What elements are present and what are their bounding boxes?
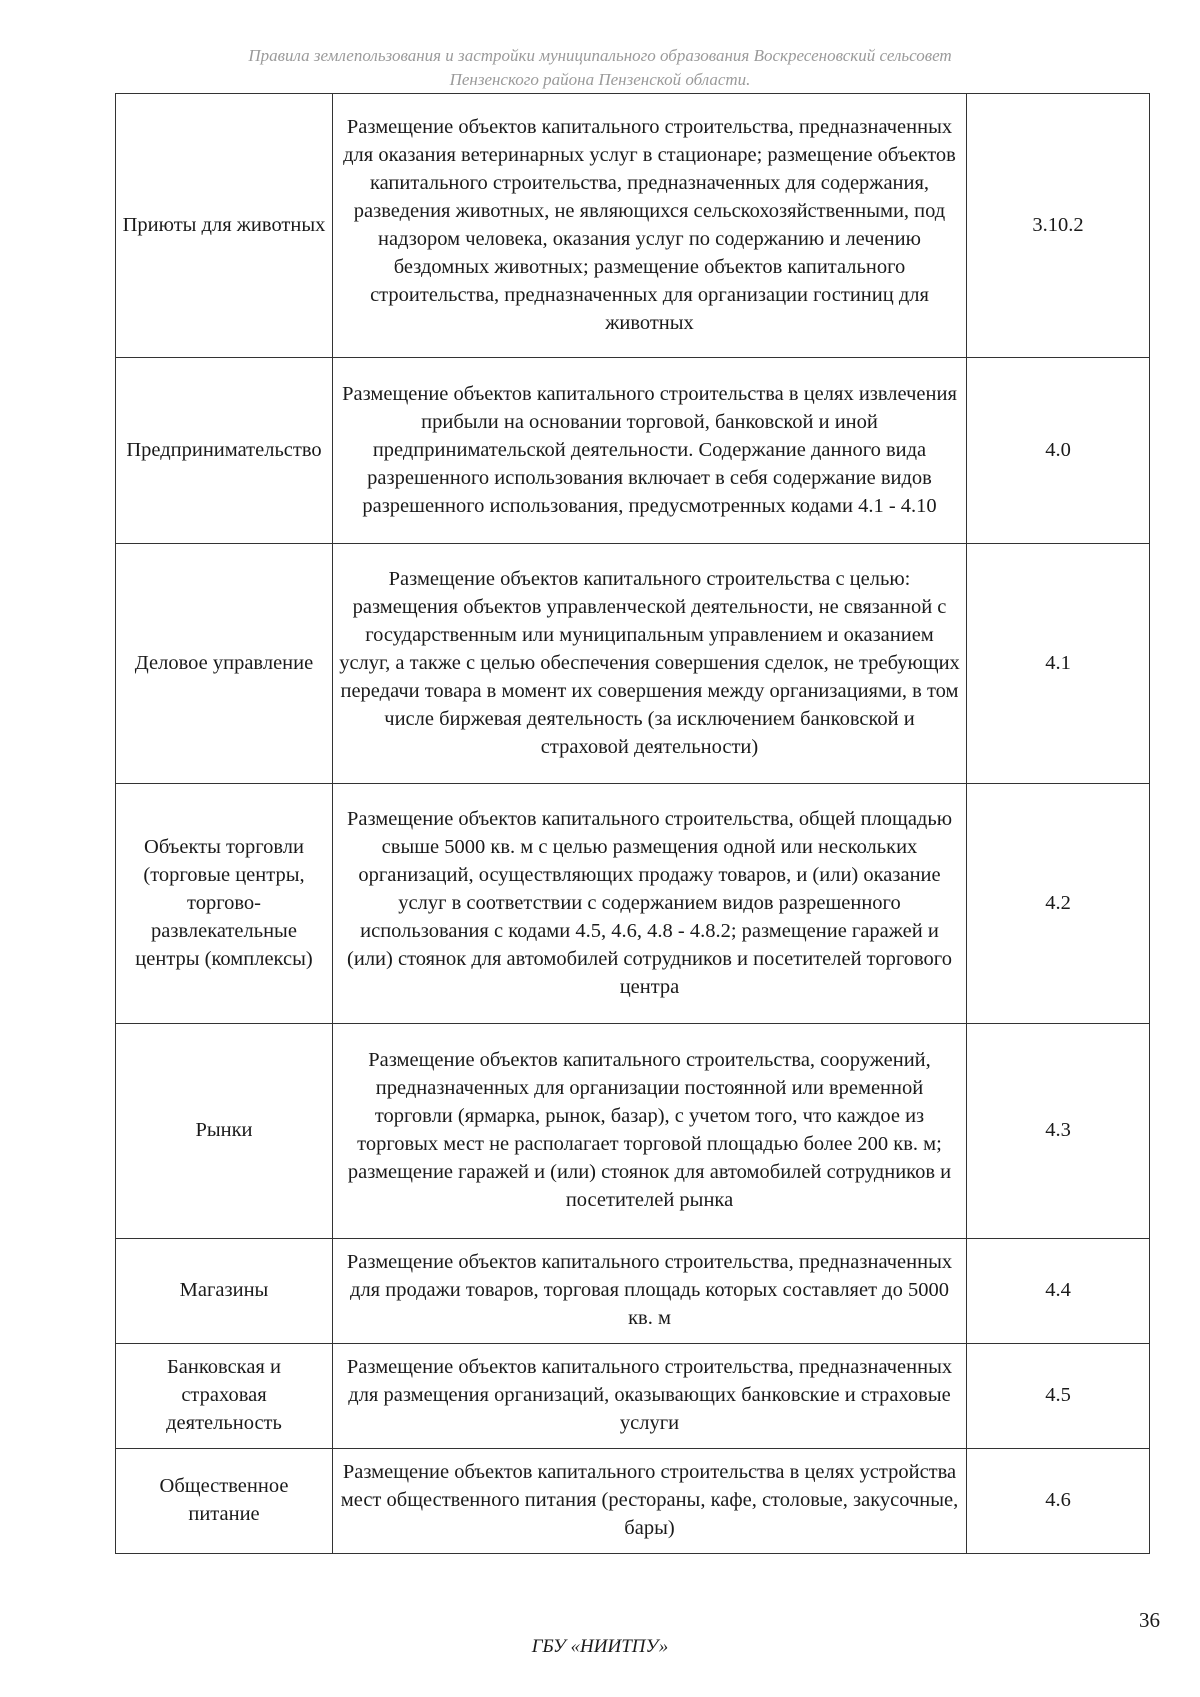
use-description-cell: Размещение объектов капитального строительства, предназначенных для размещения организаций, оказывающих банковские и страховые услуги bbox=[333, 1344, 967, 1449]
table-row bbox=[116, 1449, 1150, 1554]
running-header-line-2: Пензенского района Пензенской области. bbox=[449, 70, 751, 89]
table-row bbox=[116, 1239, 1150, 1344]
use-description-cell: Размещение объектов капитального строительства, предназначенных для продажи товаров, торговая площадь которых составляет до 5000 кв. м bbox=[333, 1239, 967, 1344]
table-row bbox=[116, 544, 1150, 784]
use-code-cell: 4.3 bbox=[967, 1024, 1150, 1239]
use-code-cell: 4.1 bbox=[967, 544, 1150, 784]
use-name-cell: Банковская и страховая деятельность bbox=[116, 1344, 333, 1449]
running-header-line-1: Правила землепользования и застройки муниципального образования Воскресеновский сельсовет bbox=[248, 46, 952, 65]
running-header bbox=[150, 44, 1050, 92]
use-description-cell: Размещение объектов капитального строительства в целях извлечения прибыли на основании торговой, банковской и иной предпринимательской деятельности. Содержание данного вида разрешенного использования включает в себя содержание видов разрешенного использования, предусмотренных кодами 4.1 - 4.10 bbox=[333, 358, 967, 544]
use-name-cell: Магазины bbox=[116, 1239, 333, 1344]
use-code-cell: 3.10.2 bbox=[967, 94, 1150, 358]
use-description-cell: Размещение объектов капитального строительства в целях устройства мест общественного питания (рестораны, кафе, столовые, закусочные, бары) bbox=[333, 1449, 967, 1554]
use-description-cell: Размещение объектов капитального строительства с целью: размещения объектов управленческой деятельности, не связанной с государственным или муниципальным управлением и оказанием услуг, а также с целью обеспечения совершения сделок, не требующих передачи товара в момент их совершения между организациями, в том числе биржевая деятельность (за исключением банковской и страховой деятельности) bbox=[333, 544, 967, 784]
use-description-cell: Размещение объектов капитального строительства, общей площадью свыше 5000 кв. м с целью размещения одной или нескольких организаций, осуществляющих продажу товаров, и (или) оказание услуг в соответствии с содержанием видов разрешенного использования с кодами 4.5, 4.6, 4.8 - 4.8.2; размещение гаражей и (или) стоянок для автомобилей сотрудников и посетителей торгового центра bbox=[333, 784, 967, 1024]
use-description-cell: Размещение объектов капитального строительства, предназначенных для оказания ветеринарных услуг в стационаре; размещение объектов капитального строительства, предназначенных для содержания, разведения животных, не являющихся сельскохозяйственными, под надзором человека, оказания услуг по содержанию и лечению бездомных животных; размещение объектов капитального строительства, предназначенных для организации гостиниц для животных bbox=[333, 94, 967, 358]
use-code-cell: 4.4 bbox=[967, 1239, 1150, 1344]
table-row bbox=[116, 784, 1150, 1024]
table-row bbox=[116, 358, 1150, 544]
use-name-cell: Предпринимательство bbox=[116, 358, 333, 544]
table-row bbox=[116, 1344, 1150, 1449]
use-code-cell: 4.6 bbox=[967, 1449, 1150, 1554]
use-name-cell: Объекты торговли (торговые центры, торгово-развлекательные центры (комплексы) bbox=[116, 784, 333, 1024]
use-name-cell: Деловое управление bbox=[116, 544, 333, 784]
use-description-cell: Размещение объектов капитального строительства, сооружений, предназначенных для организации постоянной или временной торговли (ярмарка, рынок, базар), с учетом того, что каждое из торговых мест не располагает торговой площадью более 200 кв. м; размещение гаражей и (или) стоянок для автомобилей сотрудников и посетителей рынка bbox=[333, 1024, 967, 1239]
running-footer: ГБУ «НИИТПУ» bbox=[531, 1636, 669, 1657]
use-name-cell: Общественное питание bbox=[116, 1449, 333, 1554]
land-use-table bbox=[115, 93, 1150, 1554]
use-name-cell: Приюты для животных bbox=[116, 94, 333, 358]
use-code-cell: 4.2 bbox=[967, 784, 1150, 1024]
table-row bbox=[116, 1024, 1150, 1239]
use-name-cell: Рынки bbox=[116, 1024, 333, 1239]
use-code-cell: 4.5 bbox=[967, 1344, 1150, 1449]
page-number: 36 bbox=[1139, 1608, 1160, 1632]
use-code-cell: 4.0 bbox=[967, 358, 1150, 544]
table-row bbox=[116, 94, 1150, 358]
